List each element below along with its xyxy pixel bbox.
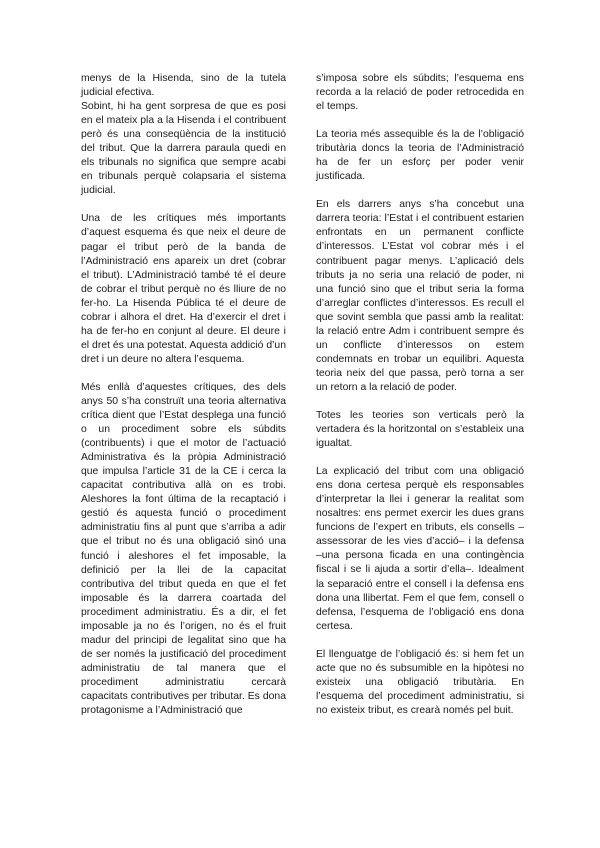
paragraph: Més enllà d’aquestes crítiques, des dels anys 50 s’ha construït una teoria alternativa crítica dient que l’Estat desplega una funció o un procediment sobre els súbdits (contribuents) i que el motor de l’actuació Administrativa és la pròpia Administració que impulsa l’article 31 de la CE i cerca la capacitat contributiva allà on es trobi. Aleshores la font última de la recaptació i gestió és aquesta funció o procediment administratiu fins al punt que s’arriba a adir que el tribut no és una obligació sinó una funció i aleshores el fet imposable, la definició per la llei de la capacitat contributiva del tribut queda en que el fet imposable és la darrera coartada del procediment administratiu. És a dir, el fet imposable ja no és l’origen, no és el fruit madur del principi de legalitat sino que ha de ser només la justificació del procediment administratiu de tal manera que el procediment administratiu cercarà capacitats contributives per tributar. Es dona protagonisme a l’Administració que xyxy=(81,381,286,717)
paragraph: s’imposa sobre els súbdits; l’esquema ens recorda a la relació de poder retrocedida en el temps. xyxy=(316,73,524,113)
paragraph: La teoria més assequible és la de l’obligació tributària doncs la teoria de l’Administració ha de fer un esforç per poder venir justificada. xyxy=(316,129,524,183)
paragraph: Una de les crítiques més importants d’aquest esquema és que neix el deure de pagar el tribut però de la banda de l’Administració ens apareix un dret (cobrar el tribut). L’Administració també té el deure de cobrar el tribut perquè no és lliure de no fer-ho. La Hisenda Pública té el deure de cobrar i alhora el dret. Ha d’exercir el dret i ha de fer-ho en conjunt al deure. El deure i el dret és una potestat. Aquesta addició d’un dret i un deure no altera l’esquema. xyxy=(81,213,286,365)
paragraph: En els darrers anys s’ha concebut una darrera teoria: l’Estat i el contribuent estarien enfrontats en un permanent conflicte d’interessos. L’Estat vol cobrar més i el contribuent pagar menys. L’aplicació dels tributs ja no seria una relació de poder, ni una funció sino que el tribut seria la forma d’arreglar conflictes d’interessos. Es recull el que sovint sembla que passi amb la realitat: la relació entre Adm i contribuent sempre és un conflicte d’interessos on estem condemnats en trobar un equilibri. Aquesta teoria neix del que passa, però torna a ser un retorn a la relació de poder. xyxy=(316,199,524,393)
paragraph: menys de la Hisenda, sino de la tutela judicial efectiva. xyxy=(81,73,286,99)
paragraph: El llenguatge de l’obligació és: si hem fet un acte que no és subsumible en la hipòtesi no existeix una obligació tributària. En l’esquema del procediment administratiu, si no existeix tribut, es crearà només pel buit. xyxy=(316,648,524,716)
paragraph: Totes les teories son verticals però la vertadera és la horitzontal on s’estableix una igualtat. xyxy=(316,409,524,450)
paragraph: La explicació del tribut com una obligació ens dona certesa perquè els responsables d’interpretar la llei i generar la realitat som nosaltres: ens permet exercir les dues grans funcions de l’expert en tributs, els consells –assessorar de les vies d’acció– i la defensa –una persona ficada en una contingència fiscal i se li ajuda a sortir d’ella–. Idealment la separació entre el consell i la defensa ens dona una llibertat. Fem el que fem, consell o defensa, l’esquema de l’obligació ens dona certesa. xyxy=(316,466,524,632)
right-column xyxy=(316,72,524,718)
paragraph: Sobint, hi ha gent sorpresa de que es posi en el mateix pla a la Hisenda i el contribuent però és una conseqüència de la institució del tribut. Que la darrera paraula quedi en els tribunals no significa que sempre acabi en tribunals perquè colapsaria el sistema judicial. xyxy=(81,101,286,197)
left-column xyxy=(81,72,286,718)
